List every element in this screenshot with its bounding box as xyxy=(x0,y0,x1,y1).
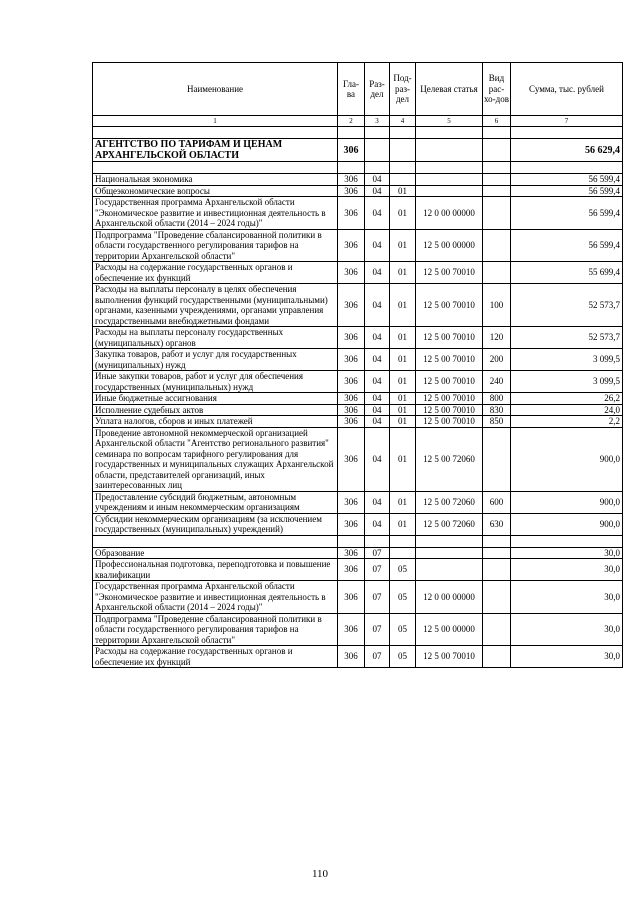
cell-vid xyxy=(483,613,511,646)
table-row xyxy=(93,174,623,186)
cell-razdel: 04 xyxy=(365,262,390,284)
cell-razdel: 04 xyxy=(365,427,390,491)
header-name: Наименование xyxy=(93,63,338,116)
cell-name: Государственная программа Архангельской области "Экономическое развитие и инвестиционная деятельность в Архангельской области (2014 – 2024 годы)" xyxy=(93,197,338,230)
cell-sum: 900,0 xyxy=(511,427,623,491)
cell-glava: 306 xyxy=(338,393,365,405)
cell-podrazdel: 05 xyxy=(390,559,416,581)
cell-razdel: 04 xyxy=(365,197,390,230)
empty-cell xyxy=(416,162,483,174)
cell-razdel: 07 xyxy=(365,613,390,646)
cell-name: Государственная программа Архангельской области "Экономическое развитие и инвестиционная деятельность в Архангельской области (2014 – 2024 годы)" xyxy=(93,581,338,614)
cell-vid xyxy=(483,229,511,262)
cell-sum: 26,2 xyxy=(511,393,623,405)
table-row xyxy=(93,559,623,581)
cell-sum: 52 573,7 xyxy=(511,284,623,327)
empty-cell xyxy=(416,535,483,547)
cell-name: Закупка товаров, работ и услуг для государственных (муниципальных) нужд xyxy=(93,349,338,371)
table-row xyxy=(93,349,623,371)
cell-target: 12 5 00 72060 xyxy=(416,513,483,535)
page-number: 110 xyxy=(311,868,329,880)
header-vid: Вид рас-хо-дов xyxy=(483,63,511,116)
colnum: 1 xyxy=(93,116,338,127)
empty-cell xyxy=(365,162,390,174)
cell-podrazdel: 01 xyxy=(390,513,416,535)
cell-razdel: 04 xyxy=(365,371,390,393)
colnum: 5 xyxy=(416,116,483,127)
cell-sum: 56 599,4 xyxy=(511,174,623,186)
cell-glava: 306 xyxy=(338,139,365,162)
cell-name: Проведение автономной некоммерческой организацией Архангельской области "Агентство регионального развития" семинара по вопросам тарифного регулирования для государственных и муниципальных служащих Архангельской области, представителей организаций, иных заинтересованных лиц xyxy=(93,427,338,491)
cell-podrazdel: 01 xyxy=(390,416,416,428)
table-row xyxy=(93,491,623,513)
cell-razdel: 04 xyxy=(365,327,390,349)
cell-vid: 800 xyxy=(483,393,511,405)
empty-cell xyxy=(93,535,338,547)
cell-podrazdel: 01 xyxy=(390,393,416,405)
cell-sum: 900,0 xyxy=(511,513,623,535)
cell-glava: 306 xyxy=(338,349,365,371)
cell-name: Исполнение судебных актов xyxy=(93,404,338,416)
table-row xyxy=(93,404,623,416)
empty-cell xyxy=(483,127,511,139)
header-glava: Гла-ва xyxy=(338,63,365,116)
cell-name: Национальная экономика xyxy=(93,174,338,186)
cell-name: Уплата налогов, сборов и иных платежей xyxy=(93,416,338,428)
cell-glava: 306 xyxy=(338,513,365,535)
cell-sum: 56 599,4 xyxy=(511,229,623,262)
cell-target: 12 5 00 70010 xyxy=(416,416,483,428)
cell-podrazdel: 01 xyxy=(390,284,416,327)
cell-sum: 30,0 xyxy=(511,613,623,646)
cell-podrazdel: 01 xyxy=(390,262,416,284)
cell-glava: 306 xyxy=(338,229,365,262)
colnum: 2 xyxy=(338,116,365,127)
cell-podrazdel: 01 xyxy=(390,185,416,197)
cell-podrazdel xyxy=(390,139,416,162)
table-row xyxy=(93,427,623,491)
cell-target: 12 5 00 70010 xyxy=(416,327,483,349)
empty-cell xyxy=(338,162,365,174)
empty-cell xyxy=(338,127,365,139)
cell-sum: 52 573,7 xyxy=(511,327,623,349)
cell-vid: 830 xyxy=(483,404,511,416)
cell-target: 12 5 00 72060 xyxy=(416,491,483,513)
table-row xyxy=(93,284,623,327)
empty-cell xyxy=(511,127,623,139)
cell-sum: 30,0 xyxy=(511,646,623,668)
table-row xyxy=(93,416,623,428)
cell-sum: 56 599,4 xyxy=(511,197,623,230)
cell-target xyxy=(416,139,483,162)
cell-sum: 900,0 xyxy=(511,491,623,513)
cell-target: 12 5 00 70010 xyxy=(416,646,483,668)
cell-sum: 30,0 xyxy=(511,559,623,581)
cell-glava: 306 xyxy=(338,197,365,230)
empty-cell xyxy=(511,535,623,547)
cell-glava: 306 xyxy=(338,646,365,668)
table-row xyxy=(93,613,623,646)
cell-glava: 306 xyxy=(338,262,365,284)
cell-name: Расходы на выплаты персоналу в целях обеспечения выполнения функций государственными (муниципальными) органами, казенными учреждениями, органами управления государственными внебюджетными фондами xyxy=(93,284,338,327)
table-row xyxy=(93,229,623,262)
header-razdel: Раз-дел xyxy=(365,63,390,116)
cell-vid xyxy=(483,646,511,668)
cell-razdel: 07 xyxy=(365,559,390,581)
cell-sum: 2,2 xyxy=(511,416,623,428)
cell-name: Расходы на выплаты персоналу государственных (муниципальных) органов xyxy=(93,327,338,349)
cell-glava: 306 xyxy=(338,547,365,559)
budget-table xyxy=(92,62,623,668)
cell-target: 12 5 00 72060 xyxy=(416,427,483,491)
blank-row xyxy=(93,535,623,547)
cell-glava: 306 xyxy=(338,427,365,491)
cell-podrazdel xyxy=(390,547,416,559)
cell-glava: 306 xyxy=(338,284,365,327)
cell-name: Иные закупки товаров, работ и услуг для обеспечения государственных (муниципальных) нужд xyxy=(93,371,338,393)
table-row xyxy=(93,547,623,559)
cell-razdel: 04 xyxy=(365,185,390,197)
column-number-row xyxy=(93,116,623,127)
table-body xyxy=(93,127,623,668)
cell-sum: 30,0 xyxy=(511,547,623,559)
cell-podrazdel xyxy=(390,174,416,186)
cell-podrazdel: 01 xyxy=(390,404,416,416)
cell-podrazdel: 01 xyxy=(390,229,416,262)
colnum: 4 xyxy=(390,116,416,127)
cell-podrazdel: 01 xyxy=(390,197,416,230)
cell-razdel: 04 xyxy=(365,284,390,327)
empty-cell xyxy=(365,535,390,547)
colnum: 6 xyxy=(483,116,511,127)
empty-cell xyxy=(483,535,511,547)
blank-row xyxy=(93,162,623,174)
empty-cell xyxy=(338,535,365,547)
cell-razdel: 07 xyxy=(365,547,390,559)
table-row xyxy=(93,185,623,197)
table-row xyxy=(93,262,623,284)
cell-sum: 30,0 xyxy=(511,581,623,614)
blank-row xyxy=(93,127,623,139)
empty-cell xyxy=(365,127,390,139)
cell-vid xyxy=(483,197,511,230)
cell-name: Подпрограмма "Проведение сбалансированной политики в области государственного регулирования тарифов на территории Архангельской области" xyxy=(93,613,338,646)
cell-razdel: 07 xyxy=(365,646,390,668)
cell-target: 12 5 00 70010 xyxy=(416,371,483,393)
empty-cell xyxy=(483,162,511,174)
table-row xyxy=(93,581,623,614)
table-row xyxy=(93,327,623,349)
cell-name: Профессиональная подготовка, переподготовка и повышение квалификации xyxy=(93,559,338,581)
cell-glava: 306 xyxy=(338,185,365,197)
cell-razdel: 04 xyxy=(365,491,390,513)
cell-glava: 306 xyxy=(338,174,365,186)
cell-target: 12 5 00 00000 xyxy=(416,613,483,646)
cell-vid: 630 xyxy=(483,513,511,535)
cell-sum: 56 599,4 xyxy=(511,185,623,197)
cell-target: 12 0 00 00000 xyxy=(416,581,483,614)
cell-razdel: 04 xyxy=(365,174,390,186)
cell-sum: 55 699,4 xyxy=(511,262,623,284)
cell-target: 12 0 00 00000 xyxy=(416,197,483,230)
cell-name: Иные бюджетные ассигнования xyxy=(93,393,338,405)
cell-vid: 100 xyxy=(483,284,511,327)
cell-glava: 306 xyxy=(338,581,365,614)
header-podrazdel: Под-раз-дел xyxy=(390,63,416,116)
cell-razdel: 04 xyxy=(365,393,390,405)
cell-target: 12 5 00 70010 xyxy=(416,262,483,284)
cell-name: Расходы на содержание государственных органов и обеспечение их функций xyxy=(93,262,338,284)
cell-razdel: 04 xyxy=(365,229,390,262)
cell-sum: 56 629,4 xyxy=(511,139,623,162)
cell-podrazdel: 01 xyxy=(390,327,416,349)
cell-glava: 306 xyxy=(338,327,365,349)
cell-vid: 240 xyxy=(483,371,511,393)
cell-glava: 306 xyxy=(338,416,365,428)
cell-sum: 24,0 xyxy=(511,404,623,416)
cell-razdel: 04 xyxy=(365,349,390,371)
empty-cell xyxy=(416,127,483,139)
table-row xyxy=(93,371,623,393)
cell-razdel: 07 xyxy=(365,581,390,614)
cell-target xyxy=(416,174,483,186)
cell-name: Расходы на содержание государственных органов и обеспечение их функций xyxy=(93,646,338,668)
cell-name: Образование xyxy=(93,547,338,559)
cell-target: 12 5 00 70010 xyxy=(416,349,483,371)
cell-razdel: 04 xyxy=(365,404,390,416)
empty-cell xyxy=(93,162,338,174)
cell-vid: 850 xyxy=(483,416,511,428)
cell-target xyxy=(416,547,483,559)
cell-name: Субсидии некоммерческим организациям (за исключением государственных (муниципальных) учреждений) xyxy=(93,513,338,535)
cell-glava: 306 xyxy=(338,559,365,581)
cell-vid xyxy=(483,581,511,614)
cell-sum: 3 099,5 xyxy=(511,371,623,393)
cell-podrazdel: 01 xyxy=(390,349,416,371)
cell-glava: 306 xyxy=(338,491,365,513)
cell-podrazdel: 01 xyxy=(390,427,416,491)
empty-cell xyxy=(390,535,416,547)
empty-cell xyxy=(93,127,338,139)
agency-total-row xyxy=(93,139,623,162)
cell-podrazdel: 01 xyxy=(390,491,416,513)
cell-vid xyxy=(483,185,511,197)
empty-cell xyxy=(511,162,623,174)
cell-name: АГЕНТСТВО ПО ТАРИФАМ И ЦЕНАМ АРХАНГЕЛЬСКОЙ ОБЛАСТИ xyxy=(93,139,338,162)
colnum: 3 xyxy=(365,116,390,127)
cell-vid xyxy=(483,427,511,491)
cell-razdel: 04 xyxy=(365,513,390,535)
cell-target xyxy=(416,185,483,197)
cell-target: 12 5 00 00000 xyxy=(416,229,483,262)
cell-podrazdel: 01 xyxy=(390,371,416,393)
table-header-row xyxy=(93,63,623,116)
cell-vid xyxy=(483,139,511,162)
table-row xyxy=(93,646,623,668)
cell-name: Предоставление субсидий бюджетным, автономным учреждениям и иным некоммерческим организациям xyxy=(93,491,338,513)
cell-target: 12 5 00 70010 xyxy=(416,404,483,416)
cell-podrazdel: 05 xyxy=(390,646,416,668)
cell-glava: 306 xyxy=(338,371,365,393)
cell-glava: 306 xyxy=(338,404,365,416)
table-row xyxy=(93,393,623,405)
cell-razdel: 04 xyxy=(365,416,390,428)
cell-vid: 200 xyxy=(483,349,511,371)
cell-vid xyxy=(483,262,511,284)
cell-vid xyxy=(483,174,511,186)
cell-target: 12 5 00 70010 xyxy=(416,284,483,327)
header-sum: Сумма, тыс. рублей xyxy=(511,63,623,116)
empty-cell xyxy=(390,162,416,174)
cell-vid xyxy=(483,547,511,559)
header-target: Целевая статья xyxy=(416,63,483,116)
cell-vid: 600 xyxy=(483,491,511,513)
cell-target: 12 5 00 70010 xyxy=(416,393,483,405)
cell-glava: 306 xyxy=(338,613,365,646)
cell-name: Общеэкономические вопросы xyxy=(93,185,338,197)
table-row xyxy=(93,197,623,230)
cell-target xyxy=(416,559,483,581)
cell-sum: 3 099,5 xyxy=(511,349,623,371)
table-row xyxy=(93,513,623,535)
empty-cell xyxy=(390,127,416,139)
colnum: 7 xyxy=(511,116,623,127)
cell-name: Подпрограмма "Проведение сбалансированной политики в области государственного регулирования тарифов на территории Архангельской области" xyxy=(93,229,338,262)
cell-podrazdel: 05 xyxy=(390,581,416,614)
cell-podrazdel: 05 xyxy=(390,613,416,646)
cell-razdel xyxy=(365,139,390,162)
cell-vid xyxy=(483,559,511,581)
cell-vid: 120 xyxy=(483,327,511,349)
